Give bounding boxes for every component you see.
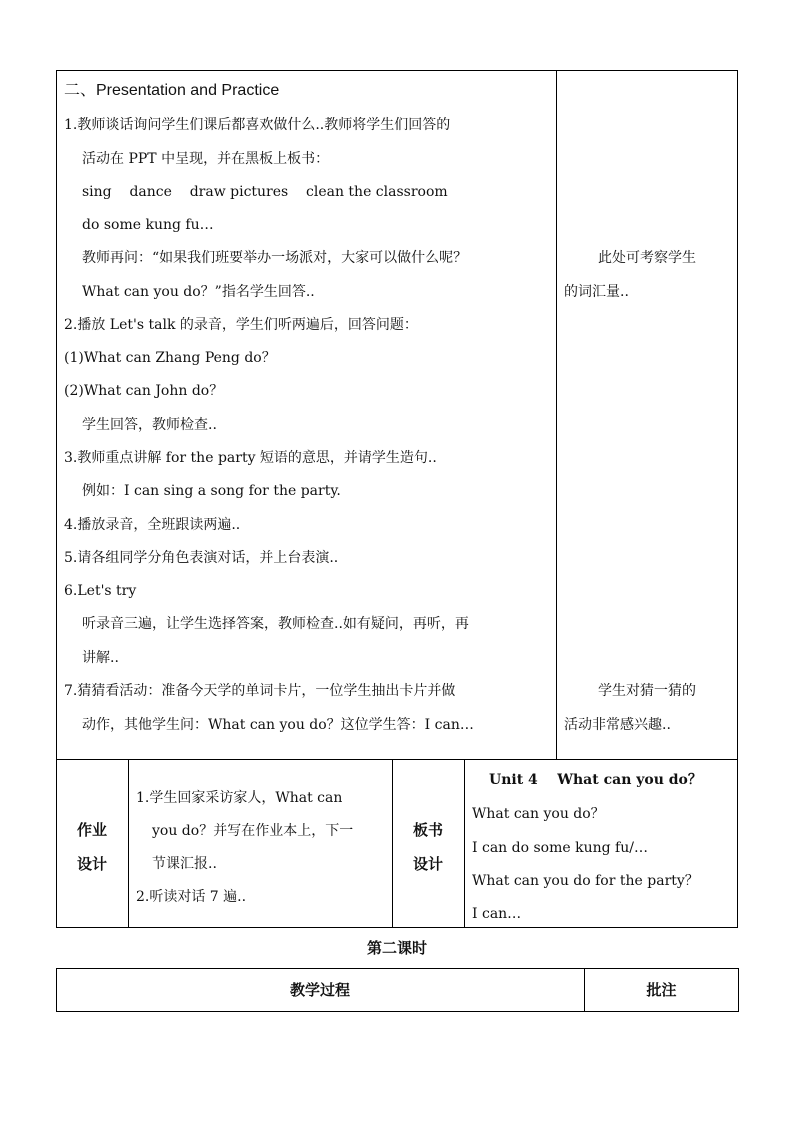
col-teaching-process: 教学过程: [289, 981, 350, 999]
board-label-divider: [464, 759, 465, 928]
homework-line-2: you do？并写在作业本上，下一: [152, 823, 354, 839]
board-line-4: I can…: [472, 906, 522, 922]
step-5: 5.请各组同学分角色表演对话，并上台表演..: [64, 550, 339, 566]
step-4: 4.播放录音，全班跟读两遍..: [64, 517, 241, 533]
second-lesson-title: 第二课时: [366, 939, 427, 957]
step-1-line-2: 活动在 PPT 中呈现，并在黑板上板书：: [82, 151, 330, 167]
section-heading: 二、Presentation and Practice: [64, 82, 280, 99]
step-6: 6.Let's try: [64, 583, 137, 599]
note-vocabulary-line-2: 的词汇量..: [564, 284, 629, 300]
question-line-2: What can you do？”指名学生回答..: [82, 284, 315, 300]
step-6-detail-1: 听录音三遍，让学生选择答案，教师检查..如有疑问，再听，再: [82, 616, 469, 632]
vocab-line-1: sing dance draw pictures clean the classroom: [82, 184, 448, 200]
hw-content-divider: [392, 759, 393, 928]
vocab-line-2: do some kung fu…: [82, 217, 214, 233]
homework-line-4: 2.听读对话 7 遍..: [136, 889, 247, 905]
step-1-line-1: 1.教师谈话询问学生们课后都喜欢做什么..教师将学生们回答的: [64, 117, 451, 133]
hw-label-divider: [128, 759, 129, 928]
step-6-detail-2: 讲解..: [82, 650, 119, 666]
row-divider: [56, 759, 738, 760]
step-3: 3.教师重点讲解 for the party 短语的意思，并请学生造句..: [64, 450, 437, 466]
note-vocabulary-line-1: 此处可考察学生: [598, 250, 696, 266]
board-label-line-1: 板书: [412, 821, 443, 839]
homework-label-line-2: 设计: [76, 855, 107, 873]
question-zhang-peng: (1)What can Zhang Peng do？: [64, 350, 276, 366]
note-guess-line-1: 学生对猜一猜的: [598, 683, 696, 699]
homework-line-3: 节课汇报..: [152, 856, 217, 872]
col-notes: 批注: [646, 981, 677, 999]
step-2: 2.播放 Let's talk 的录音，学生们听两遍后，回答问题：: [64, 317, 418, 333]
column-divider: [556, 70, 557, 760]
question-john: (2)What can John do？: [64, 383, 224, 399]
question-line-1: 教师再问：“如果我们班要举办一场派对，大家可以做什么呢？: [82, 250, 468, 266]
board-label-line-2: 设计: [412, 855, 443, 873]
step-7-line-1: 7.猜猜看活动：准备今天学的单词卡片，一位学生抽出卡片并做: [64, 683, 456, 699]
answer-check: 学生回答，教师检查..: [82, 417, 217, 433]
board-line-2: I can do some kung fu/…: [472, 840, 648, 856]
note-guess-line-2: 活动非常感兴趣..: [564, 717, 671, 733]
step-7-line-2: 动作，其他学生问：What can you do？这位学生答：I can…: [82, 717, 474, 733]
board-line-3: What can you do for the party？: [472, 873, 699, 889]
homework-label-line-1: 作业: [76, 821, 107, 839]
homework-line-1: 1.学生回家采访家人，What can: [136, 790, 343, 806]
example-sentence: 例如：I can sing a song for the party.: [82, 483, 341, 499]
board-line-1: What can you do？: [472, 806, 605, 822]
board-title: Unit 4 What can you do？: [489, 772, 702, 788]
